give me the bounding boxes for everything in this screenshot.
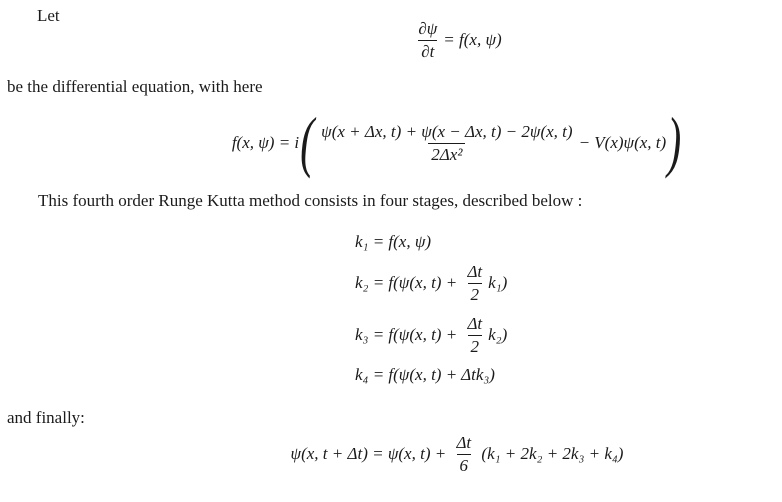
fraction-numerator: Δt [456, 432, 472, 452]
fraction-laplacian [318, 122, 575, 164]
fraction-denominator: 2 [468, 335, 483, 357]
stage-k4 [355, 364, 507, 386]
finally-text: and finally: [7, 408, 85, 427]
fraction-dt-2 [464, 262, 485, 304]
runge-kutta-stages [355, 231, 507, 386]
stages-intro-text: This fourth order Runge Kutta method consists in four stages, described below : [38, 191, 583, 210]
equation-rhs: (k₁ + 2k₂ + 2k₃ + k₄) [477, 444, 624, 463]
equation-f-definition [132, 105, 782, 181]
stage-k2 [355, 261, 507, 305]
fraction-denominator: ∂t [418, 40, 437, 62]
stage-k2-post: k₁) [488, 273, 508, 292]
equation-potential-term: − V(x)ψ(x, t) [578, 133, 667, 152]
fraction-numerator: Δt [467, 313, 483, 333]
open-paren: ( [300, 105, 315, 181]
fraction-numerator: Δt [467, 261, 483, 281]
fraction-denominator: 2 [468, 283, 483, 305]
fraction-denominator: 2Δx² [428, 143, 465, 165]
after-equation-text: be the differential equation, with here [7, 77, 263, 96]
intro-text: Let [37, 6, 60, 25]
stage-k2-pre: k₂ = f(ψ(x, t) + [355, 273, 462, 292]
equation-final-update [132, 430, 782, 478]
close-paren: ) [667, 105, 682, 181]
stage-k4-expression: k₄ = f(ψ(x, t) + Δtk₃) [355, 365, 495, 384]
fraction-denominator: 6 [457, 454, 472, 476]
equation-lhs: ψ(x, t + Δt) = ψ(x, t) + [290, 444, 451, 463]
stage-k3-pre: k₃ = f(ψ(x, t) + [355, 325, 462, 344]
equation-rhs: = f(x, ψ) [443, 30, 502, 49]
equation-psi-time-derivative [132, 16, 782, 64]
fraction-numerator: ∂ψ [418, 18, 438, 38]
fraction-dt-6 [453, 433, 474, 475]
fraction-numerator: ψ(x + Δx, t) + ψ(x − Δx, t) − 2ψ(x, t) [321, 121, 573, 141]
stage-k1-expression: k₁ = f(x, ψ) [355, 232, 432, 251]
stage-k3 [355, 313, 507, 357]
stage-k1 [355, 231, 507, 253]
fraction-dt-2 [464, 314, 485, 356]
fraction-dpsi-dt [415, 19, 440, 61]
stage-k3-post: k₂) [488, 325, 508, 344]
equation-lhs: f(x, ψ) = i [231, 133, 300, 152]
